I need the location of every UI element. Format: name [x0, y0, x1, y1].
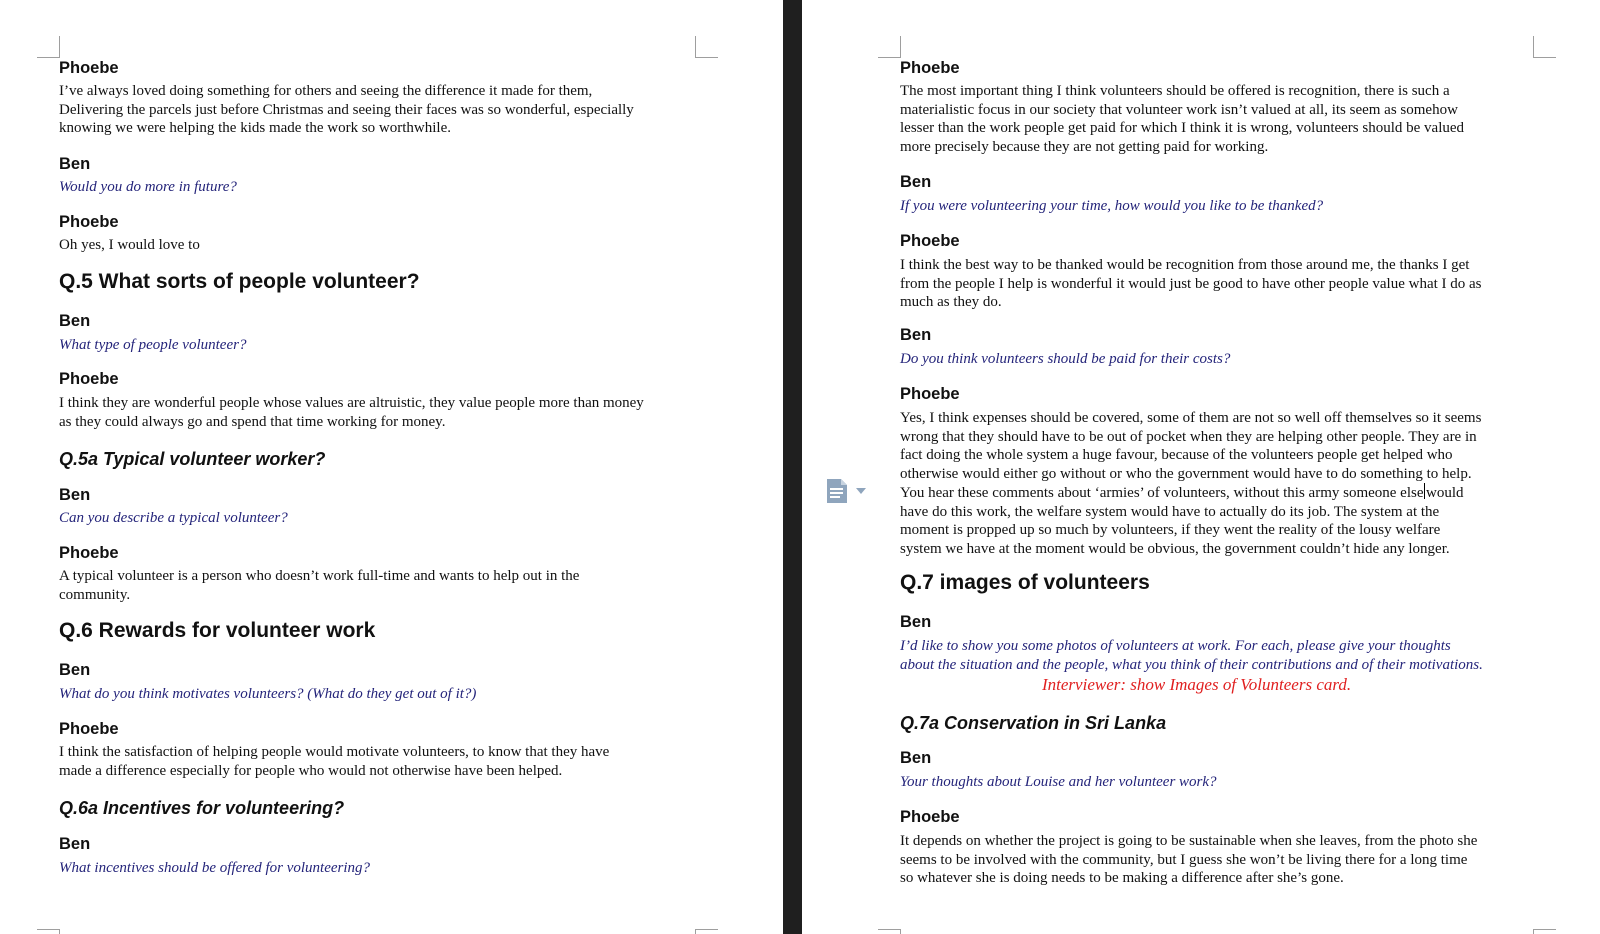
section-heading: Q.6 Rewards for volunteer work [59, 619, 376, 642]
question-paragraph[interactable] [900, 637, 1483, 674]
text-line: Your thoughts about Louise and her volunteer work? [900, 774, 1217, 790]
crop-mark-top-right [1533, 36, 1556, 58]
text-line: Would you do more in future? [59, 179, 237, 195]
text-line: seems to be involved with the community, but I guess she won’t be living there for a long time [900, 851, 1468, 868]
text-line: fact doing the whole system a huge favour, because of the volunteers people get helped who [900, 447, 1453, 463]
crop-mark-bottom-right [695, 929, 718, 934]
speaker-label: Phoebe [900, 59, 960, 77]
speaker-label: Ben [59, 661, 91, 679]
text-line: as they could always go and spend that time working for money. [59, 413, 446, 430]
answer-paragraph[interactable] [900, 832, 1477, 888]
section-heading: Q.7 images of volunteers [900, 571, 1150, 594]
crop-mark-top-left [878, 36, 901, 58]
document-page-right [802, 0, 1600, 934]
text-line: have do this work, the welfare system would have to actually do its job. The system at the [900, 503, 1440, 520]
speaker-label: Phoebe [900, 385, 960, 403]
interviewer-note: Interviewer: show Images of Volunteers card. [1042, 675, 1352, 694]
text-line: moment is propped up so much by volunteers, if they went the reality of the lousy welfare [900, 522, 1441, 538]
text-line: I’d like to show you some photos of volunteers at work. For each, please give your thoughts [900, 638, 1451, 654]
text-line: knowing we were helping the kids made the work so worthwhile. [59, 120, 451, 136]
answer-paragraph[interactable] [59, 743, 609, 780]
speaker-label: Phoebe [900, 808, 960, 826]
text-line: I think the best way to be thanked would be recognition from those around me, the thanks I get [900, 257, 1470, 273]
text-cursor [1424, 483, 1426, 499]
answer-paragraph[interactable] [59, 82, 634, 138]
subsection-heading: Q.7a Conservation in Sri Lanka [900, 713, 1167, 733]
speaker-label: Ben [900, 613, 932, 631]
speaker-label: Phoebe [59, 544, 119, 562]
text-line: Delivering the parcels just before Christmas and seeing their faces was so wonderful, especially [59, 101, 634, 118]
text-line: from the people I help is wonderful it would just be good to have other people value what I do as [900, 275, 1482, 292]
speaker-label: Ben [59, 486, 91, 504]
question-paragraph[interactable] [59, 685, 476, 704]
text-line: Yes, I think expenses should be covered, some of them are not so well off themselves so it seems [900, 410, 1482, 426]
question-paragraph[interactable] [59, 509, 288, 528]
section-heading: Q.5 What sorts of people volunteer? [59, 270, 420, 293]
text-line: What do you think motivates volunteers? (What do they get out of it?) [59, 686, 477, 702]
speaker-label: Ben [59, 155, 91, 173]
document-page-left [0, 0, 783, 934]
text-line: I’ve always loved doing something for others and seeing the difference it made for them, [59, 83, 593, 99]
dropdown-caret-icon[interactable] [856, 488, 866, 494]
answer-paragraph[interactable] [900, 256, 1482, 312]
text-line: I think they are wonderful people whose values are altruistic, they value people more than money [59, 395, 644, 411]
question-paragraph[interactable] [59, 336, 246, 355]
text-line: about the situation and the people, what you think of their contributions and of their motivations. [900, 656, 1483, 673]
text-line: lesser than the work people get paid for which I think it is wrong, volunteers should be valued [900, 120, 1465, 136]
answer-paragraph[interactable] [59, 394, 644, 431]
answer-paragraph[interactable] [59, 567, 579, 604]
question-paragraph[interactable] [900, 350, 1230, 369]
text-line: system we have at the moment would be obvious, the government couldn’t hide any longer. [900, 540, 1450, 557]
text-line: Do you think volunteers should be paid for their costs? [900, 351, 1231, 367]
crop-mark-top-left [37, 36, 60, 58]
text-line: What type of people volunteer? [59, 337, 247, 353]
text-span: You hear these comments about ‘armies’ of volunteers, without this army someone else [900, 485, 1424, 501]
text-line: What incentives should be offered for volunteering? [59, 860, 371, 876]
crop-mark-bottom-left [37, 929, 60, 934]
speaker-label: Phoebe [59, 59, 119, 77]
text-line: more precisely because they are not getting paid for working. [900, 138, 1269, 155]
text-span: would [1426, 485, 1464, 501]
crop-mark-top-right [695, 36, 718, 58]
speaker-label: Phoebe [900, 232, 960, 250]
speaker-label: Ben [59, 312, 91, 330]
question-paragraph[interactable] [900, 197, 1323, 216]
text-line: A typical volunteer is a person who doesn’t work full-time and wants to help out in the [59, 568, 580, 584]
question-paragraph[interactable] [59, 859, 370, 878]
subsection-heading: Q.6a Incentives for volunteering? [59, 798, 345, 818]
text-line: The most important thing I think volunteers should be offered is recognition, there is such a [900, 83, 1450, 99]
speaker-label: Phoebe [59, 720, 119, 738]
text-line: much as they do. [900, 294, 1002, 310]
text-line: made a difference especially for people who would not otherwise have been helped. [59, 762, 563, 779]
speaker-label: Ben [900, 326, 932, 344]
speaker-label: Phoebe [59, 370, 119, 388]
text-line: I think the satisfaction of helping people would motivate volunteers, to know that they have [59, 744, 610, 760]
speaker-label: Ben [900, 173, 932, 191]
answer-paragraph[interactable] [900, 82, 1464, 156]
page-divider [783, 0, 802, 934]
speaker-label: Ben [900, 749, 932, 767]
text-line: so whatever she is doing needs to be making a difference after she’s gone. [900, 870, 1344, 886]
speaker-label: Ben [59, 835, 91, 853]
text-line: If you were volunteering your time, how would you like to be thanked? [900, 198, 1324, 214]
text-line: materialistic focus in our society that volunteer work isn’t valued at all, its seem as somehow [900, 101, 1458, 118]
text-line: Can you describe a typical volunteer? [59, 510, 288, 526]
text-line [900, 483, 1481, 503]
answer-paragraph[interactable] [900, 409, 1481, 558]
question-paragraph[interactable] [900, 773, 1217, 792]
text-line: Oh yes, I would love to [59, 237, 200, 253]
answer-paragraph[interactable] [59, 236, 200, 255]
text-line: community. [59, 586, 131, 603]
text-line: otherwise would either go without or who the government would have to do something to help. [900, 465, 1472, 482]
text-line: It depends on whether the project is going to be sustainable when she leaves, from the photo she [900, 833, 1478, 849]
floating-document-button[interactable] [826, 478, 870, 504]
text-line: wrong that they should have to be out of pocket when they are helping other people. They are in [900, 428, 1477, 445]
question-paragraph[interactable] [59, 178, 237, 197]
crop-mark-bottom-right [1533, 929, 1556, 934]
subsection-heading: Q.5a Typical volunteer worker? [59, 449, 326, 469]
crop-mark-bottom-left [878, 929, 901, 934]
speaker-label: Phoebe [59, 213, 119, 231]
